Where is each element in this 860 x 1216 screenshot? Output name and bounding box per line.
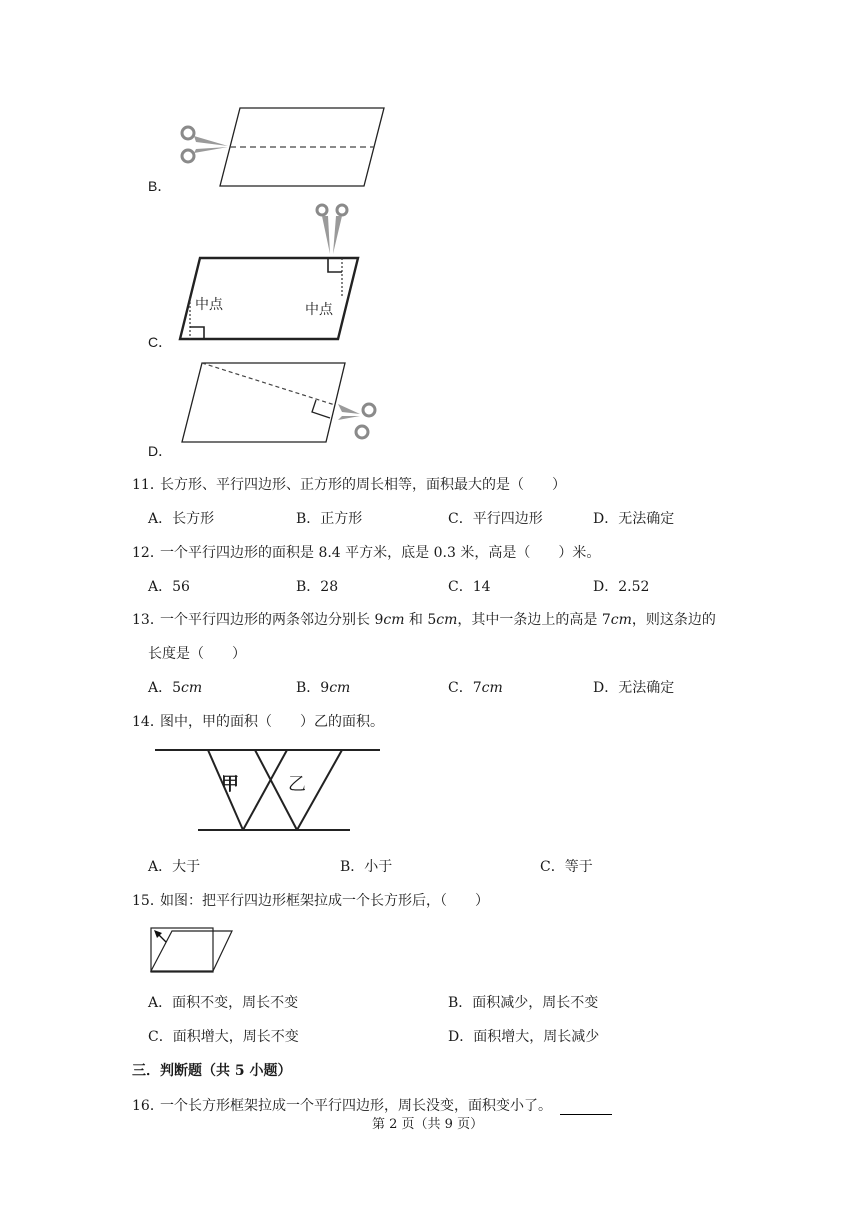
question-number: 11．: [132, 477, 164, 493]
page-footer: 第 2 页（共 9 页）: [372, 1117, 484, 1132]
figure-label-yi: 乙: [288, 774, 306, 795]
option-c[interactable]: C．面积增大，周长不变: [148, 1029, 299, 1045]
question-stem-line2: 长度是（ ）: [148, 646, 246, 662]
question-stem: 图中，甲的面积（ ）乙的面积。: [160, 714, 384, 730]
figure-label-jia: 甲: [221, 774, 239, 795]
question-number: 14．: [132, 714, 164, 730]
option-d[interactable]: D．2.52: [593, 579, 650, 595]
option-b-label: B．: [148, 178, 172, 194]
option-c[interactable]: C．7cm: [448, 680, 503, 696]
question-number: 16．: [132, 1098, 164, 1114]
option-d[interactable]: D．无法确定: [593, 511, 675, 527]
option-d-label: D．: [148, 443, 173, 459]
question-number: 15．: [132, 893, 164, 909]
option-c-midpoint-left: 中点: [195, 297, 223, 313]
option-a[interactable]: A．大于: [148, 859, 201, 875]
option-c[interactable]: C．等于: [540, 859, 593, 875]
question-number: 12．: [132, 545, 164, 561]
question-stem: 一个平行四边形的面积是 8.4 平方米，底是 0.3 米，高是（ ）米。: [160, 545, 601, 561]
option-c-label: C．: [148, 334, 173, 350]
option-c[interactable]: C．平行四边形: [448, 511, 543, 527]
option-b[interactable]: B．小于: [340, 859, 393, 875]
question-number: 13．: [132, 612, 164, 628]
option-a[interactable]: A．5cm: [148, 680, 203, 696]
option-b[interactable]: B．9cm: [296, 680, 351, 696]
option-c[interactable]: C．14: [448, 579, 491, 595]
question-stem: 一个平行四边形的两条邻边分别长 9cm 和 5cm，其中一条边上的高是 7cm，则这条边的: [160, 612, 716, 628]
option-a[interactable]: A．面积不变，周长不变: [148, 995, 299, 1011]
question-stem: 一个长方形框架拉成一个平行四边形，周长没变，面积变小了。: [160, 1095, 612, 1115]
question-stem: 长方形、平行四边形、正方形的周长相等，面积最大的是（ ）: [160, 477, 566, 493]
option-c-midpoint-right: 中点: [305, 302, 333, 318]
section-heading: 三．判断题（共 5 小题）: [132, 1063, 292, 1079]
answer-blank[interactable]: [560, 1100, 612, 1115]
option-b[interactable]: B．面积减少，周长不变: [448, 995, 599, 1011]
question-stem: 如图：把平行四边形框架拉成一个长方形后，（ ）: [160, 893, 489, 909]
option-a[interactable]: A．长方形: [148, 511, 215, 527]
option-d[interactable]: D．面积增大，周长减少: [448, 1029, 600, 1045]
option-d[interactable]: D．无法确定: [593, 680, 675, 696]
option-b[interactable]: B．正方形: [296, 511, 363, 527]
option-a[interactable]: A．56: [148, 579, 190, 595]
option-b[interactable]: B．28: [296, 579, 339, 595]
